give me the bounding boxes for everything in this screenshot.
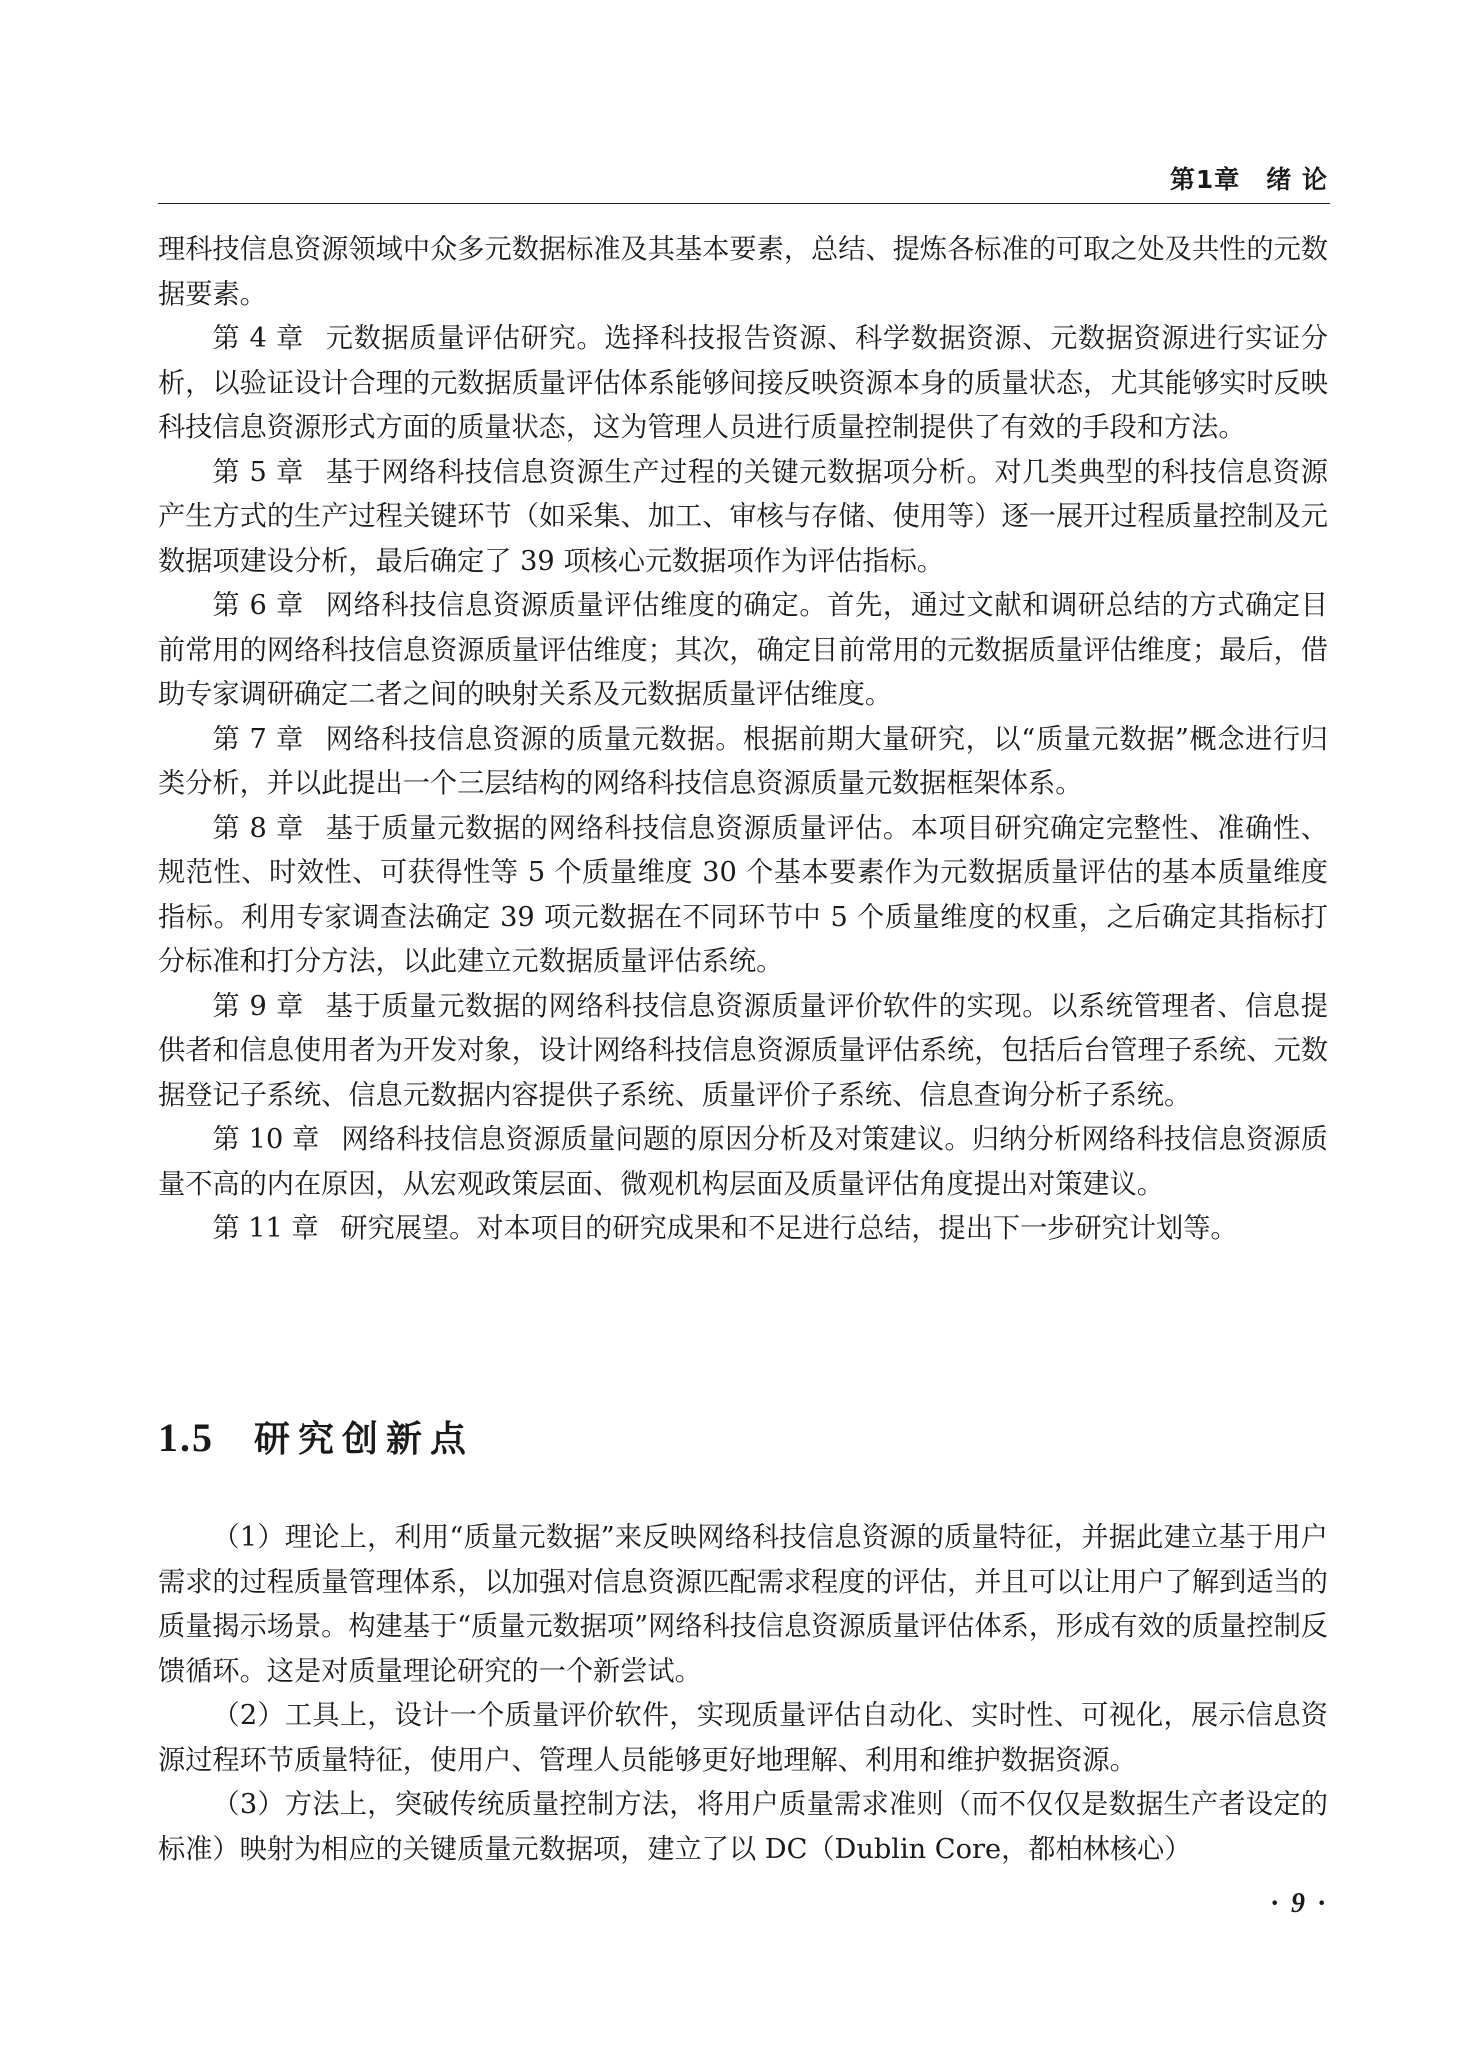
chapter-label: 第 9 章 [212,990,305,1022]
chapter-summary: 研究展望。对本项目的研究成果和不足进行总结，提出下一步研究计划等。 [340,1213,1238,1244]
chapter-label: 第 10 章 [212,1124,320,1155]
chapter-label: 第 5 章 [212,456,305,488]
chapter-label: 第 11 章 [212,1213,319,1244]
chapter-outline [158,228,1328,1252]
chapter-6-paragraph [158,584,1328,718]
section-title: 研究创新点 [254,1419,475,1460]
chapter-11-paragraph [158,1207,1328,1252]
chapter-5-paragraph [158,451,1328,585]
innovation-item-1: （1）理论上，利用“质量元数据”来反映网络科技信息资源的质量特征，并据此建立基于用户需求的过程质量管理体系，以加强对信息资源匹配需求程度的评估，并且可以让用户了解到适当的质量揭示场景。构建基于“质量元数据项”网络科技信息资源质量评估体系，形成有效的质量控制反馈循环。这是对质量理论研究的一个新尝试。 [158,1522,1328,1687]
chapter-summary: 基于网络科技信息资源生产过程的关键元数据项分析。对几类典型的科技信息资源产生方式的生产过程关键环节（如采集、加工、审核与存储、使用等）逐一展开过程质量控制及元数据项建设分析，最后确定了 39 项核心元数据项作为评估指标。 [158,456,1328,577]
section-number: 1.5 [158,1415,214,1460]
paragraph-continuation: 理科技信息资源领域中众多元数据标准及其基本要素，总结、提炼各标准的可取之处及共性的元数据要素。 [158,234,1328,310]
running-header: 第1章 绪 论 [1169,165,1328,194]
chapter-4-paragraph [158,317,1328,451]
chapter-summary: 网络科技信息资源质量评估维度的确定。首先，通过文献和调研总结的方式确定目前常用的网络科技信息资源质量评估维度；其次，确定目前常用的元数据质量评估维度；最后，借助专家调研确定二者之间的映射关系及元数据质量评估维度。 [158,590,1328,710]
chapter-label: 第 8 章 [212,812,305,844]
chapter-label: 第 7 章 [212,723,304,755]
chapter-label: 第 6 章 [212,590,305,621]
chapter-summary: 基于质量元数据的网络科技信息资源质量评价软件的实现。以系统管理者、信息提供者和信息使用者为开发对象，设计网络科技信息资源质量评估系统，包括后台管理子系统、元数据登记子系统、信息元数据内容提供子系统、质量评价子系统、信息查询分析子系统。 [158,990,1328,1111]
innovation-item-3: （3）方法上，突破传统质量控制方法，将用户质量需求准则（而不仅仅是数据生产者设定的标准）映射为相应的关键质量元数据项，建立了以 DC（Dublin Core，都柏林核心） [158,1789,1328,1865]
section-body [158,1516,1328,1872]
page-number: · 9 · [1271,1888,1328,1919]
chapter-8-paragraph [158,807,1328,985]
chapter-summary: 元数据质量评估研究。选择科技报告资源、科学数据资源、元数据资源进行实证分析，以验证设计合理的元数据质量评估体系能够间接反映资源本身的质量状态，尤其能够实时反映科技信息资源形式方面的质量状态，这为管理人员进行质量控制提供了有效的手段和方法。 [158,323,1328,443]
innovation-item-2: （2）工具上，设计一个质量评价软件，实现质量评估自动化、实时性、可视化，展示信息资源过程环节质量特征，使用户、管理人员能够更好地理解、利用和维护数据资源。 [158,1700,1328,1776]
chapter-10-paragraph [158,1118,1328,1207]
section-heading [158,1408,474,1468]
chapter-summary: 网络科技信息资源的质量元数据。根据前期大量研究，以“质量元数据”概念进行归类分析，并以此提出一个三层结构的网络科技信息资源质量元数据框架体系。 [158,723,1328,799]
chapter-summary: 网络科技信息资源质量问题的原因分析及对策建议。归纳分析网络科技信息资源质量不高的内在原因，从宏观政策层面、微观机构层面及质量评估角度提出对策建议。 [158,1124,1328,1200]
chapter-7-paragraph [158,718,1328,807]
chapter-label: 第 4 章 [212,323,305,354]
chapter-summary: 基于质量元数据的网络科技信息资源质量评估。本项目研究确定完整性、准确性、规范性、时效性、可获得性等 5 个质量维度 30 个基本要素作为元数据质量评估的基本质量维度指标。利用专家调查法确定 39 项元数据在不同环节中 5 个质量维度的权重，之后确定其指标打分标准和打分方法，以此建立元数据质量评估系统。 [158,812,1328,977]
chapter-9-paragraph [158,985,1328,1119]
header-rule [158,203,1330,204]
